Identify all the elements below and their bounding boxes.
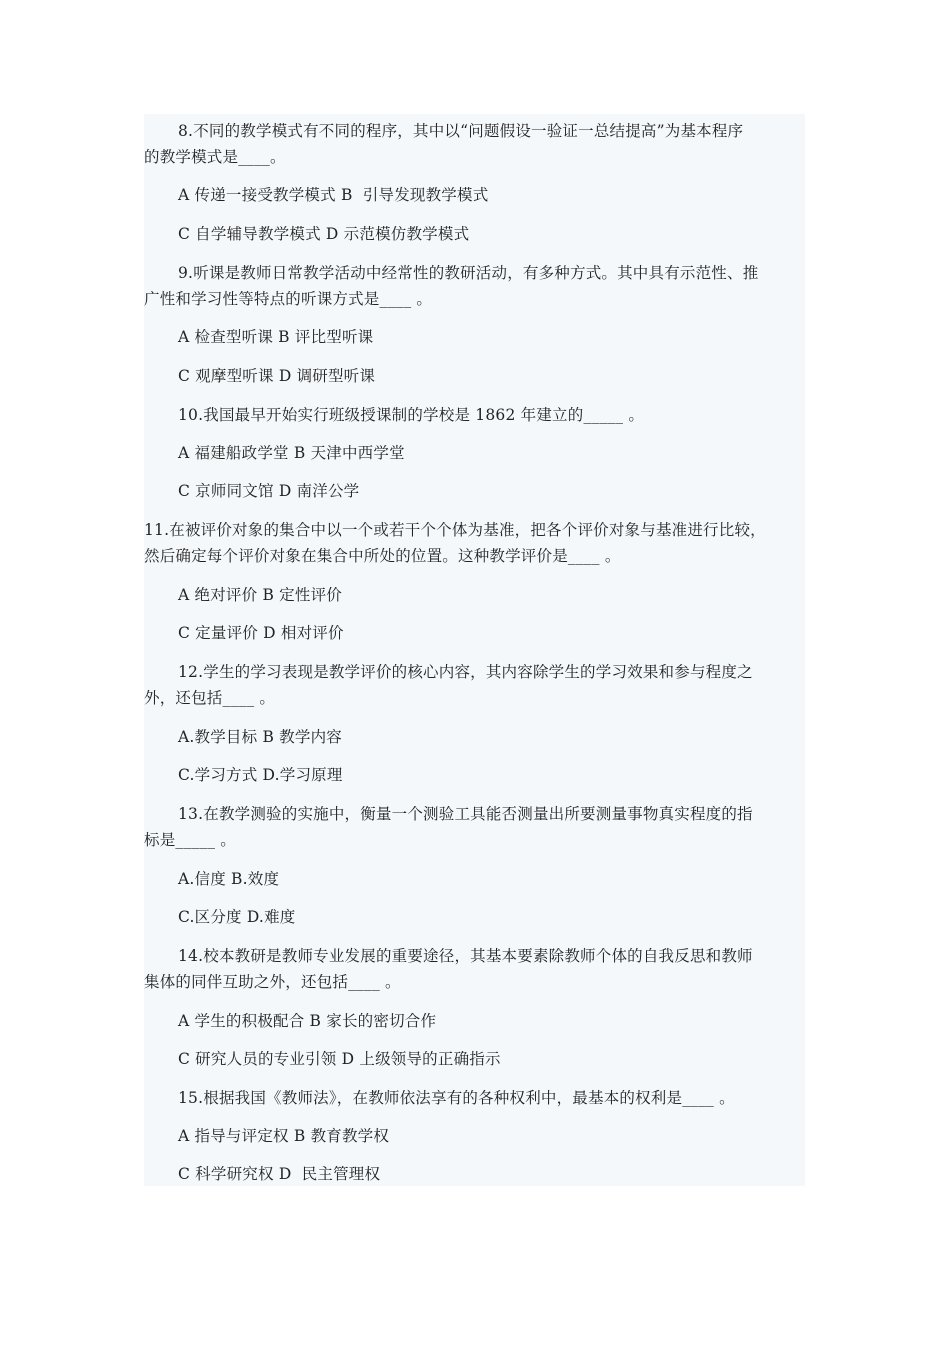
- question-8-stem-line-2: 的教学模式是____。: [144, 148, 286, 166]
- question-9-stem-line-1: 9.听课是教师日常教学活动中经常性的教研活动，有多种方式。其中具有示范性、推: [178, 264, 759, 282]
- question-15-options-cd: C 科学研究权 D 民主管理权: [178, 1165, 381, 1183]
- question-11-options-ab: A 绝对评价 B 定性评价: [178, 586, 342, 604]
- question-13-stem-line-2: 标是_____ 。: [144, 831, 236, 849]
- question-10-options-ab: A 福建船政学堂 B 天津中西学堂: [178, 444, 405, 462]
- question-13-options-ab: A.信度 B.效度: [178, 870, 280, 888]
- question-15-options-ab: A 指导与评定权 B 教育教学权: [178, 1127, 390, 1145]
- question-8-options-cd: C 自学辅导教学模式 D 示范模仿教学模式: [178, 225, 470, 243]
- question-12-options-ab: A.教学目标 B 教学内容: [178, 728, 342, 746]
- document-content: [144, 114, 805, 1186]
- question-14-stem-line-1: 14.校本教研是教师专业发展的重要途径，其基本要素除教师个体的自我反思和教师: [178, 947, 753, 965]
- question-14-options-cd: C 研究人员的专业引领 D 上级领导的正确指示: [178, 1050, 501, 1068]
- question-14-options-ab: A 学生的积极配合 B 家长的密切合作: [178, 1012, 437, 1030]
- question-8-options-ab: A 传递一接受教学模式 B 引导发现教学模式: [178, 186, 489, 204]
- question-9-options-ab: A 检查型听课 B 评比型听课: [178, 328, 374, 346]
- question-12-stem-line-2: 外，还包括____ 。: [144, 689, 276, 707]
- question-14-stem-line-2: 集体的同伴互助之外，还包括____ 。: [144, 973, 401, 991]
- question-8-stem-line-1: 8.不同的教学模式有不同的程序，其中以“问题假设一验证一总结提高”为基本程序: [178, 122, 744, 140]
- question-13-options-cd: C.区分度 D.难度: [178, 908, 296, 926]
- question-9-options-cd: C 观摩型听课 D 调研型听课: [178, 367, 376, 385]
- question-13-stem-line-1: 13.在教学测验的实施中，衡量一个测验工具能否测量出所要测量事物真实程度的指: [178, 805, 753, 823]
- question-11-stem-line-1: 11.在被评价对象的集合中以一个或若干个个体为基准，把各个评价对象与基准进行比较，: [144, 521, 766, 539]
- question-12-stem-line-1: 12.学生的学习表现是教学评价的核心内容，其内容除学生的学习效果和参与程度之: [178, 663, 753, 681]
- question-10-options-cd: C 京师同文馆 D 南洋公学: [178, 482, 360, 500]
- question-11-options-cd: C 定量评价 D 相对评价: [178, 624, 344, 642]
- question-10-stem: 10.我国最早开始实行班级授课制的学校是 1862 年建立的_____ 。: [178, 406, 645, 424]
- question-15-stem: 15.根据我国《教师法》，在教师依法享有的各种权利中，最基本的权利是____ 。: [178, 1089, 735, 1107]
- question-11-stem-line-2: 然后确定每个评价对象在集合中所处的位置。这种教学评价是____ 。: [144, 547, 621, 565]
- question-12-options-cd: C.学习方式 D.学习原理: [178, 766, 343, 784]
- question-9-stem-line-2: 广性和学习性等特点的听课方式是____ 。: [144, 290, 433, 308]
